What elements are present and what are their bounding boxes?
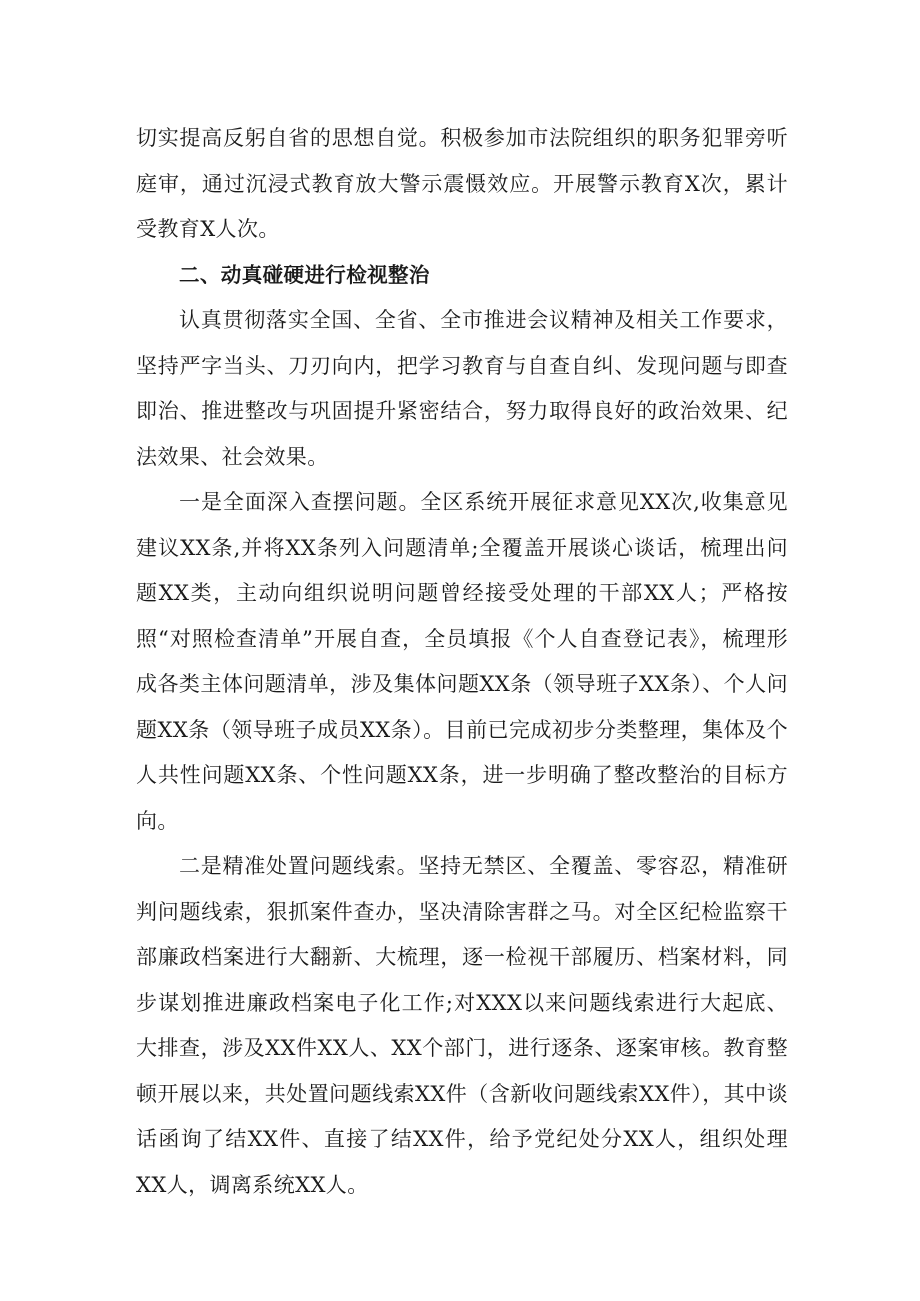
section-heading-inspection: 二、动真碰硬进行检视整治 (179, 262, 430, 287)
paragraph-problem-finding: 一是全面深入查摆问题。全区系统开展征求意见XX次,收集意见建议XX条,并将XX条列入问题清单;全覆盖开展谈心谈话，梳理出问题XX类，主动向组织说明问题曾经接受处理的干部XX人；严格按照“对照检查清单”开展自查，全员填报《个人自查登记表》，梳理形成各类主体问题清单，涉及集体问题XX条（领导班子XX条）、个人问题XX条（领导班子成员XX条）。目前已完成初步分类整理，集体及个人共性问题XX条、个性问题XX条，进一步明确了整改整治的目标方向。 (136, 490, 788, 833)
paragraph-warning-education: 切实提高反躬自省的思想自觉。积极参加市法院组织的职务犯罪旁听庭审，通过沉浸式教育放大警示震慑效应。开展警示教育X次，累计受教育X人次。 (136, 126, 788, 241)
paragraph-clue-handling: 二是精准处置问题线索。坚持无禁区、全覆盖、零容忍，精准研判问题线索，狠抓案件查办，坚决清除害群之马。对全区纪检监察干部廉政档案进行大翻新、大梳理，逐一检视干部履历、档案材料，同步谋划推进廉政档案电子化工作;对XXX以来问题线索进行大起底、大排查，涉及XX件XX人、XX个部门，进行逐条、逐案审核。教育整顿开展以来，共处置问题线索XX件（含新收问题线索XX件），其中谈话函询了结XX件、直接了结XX件，给予党纪处分XX人，组织处理XX人，调离系统XX人。 (136, 854, 788, 1197)
paragraph-implementation: 认真贯彻落实全国、全省、全市推进会议精神及相关工作要求，坚持严字当头、刀刃向内，把学习教育与自查自纠、发现问题与即查即治、推进整改与巩固提升紧密结合，努力取得良好的政治效果、纪法效果、社会效果。 (136, 308, 788, 469)
document-page (136, 116, 788, 1208)
